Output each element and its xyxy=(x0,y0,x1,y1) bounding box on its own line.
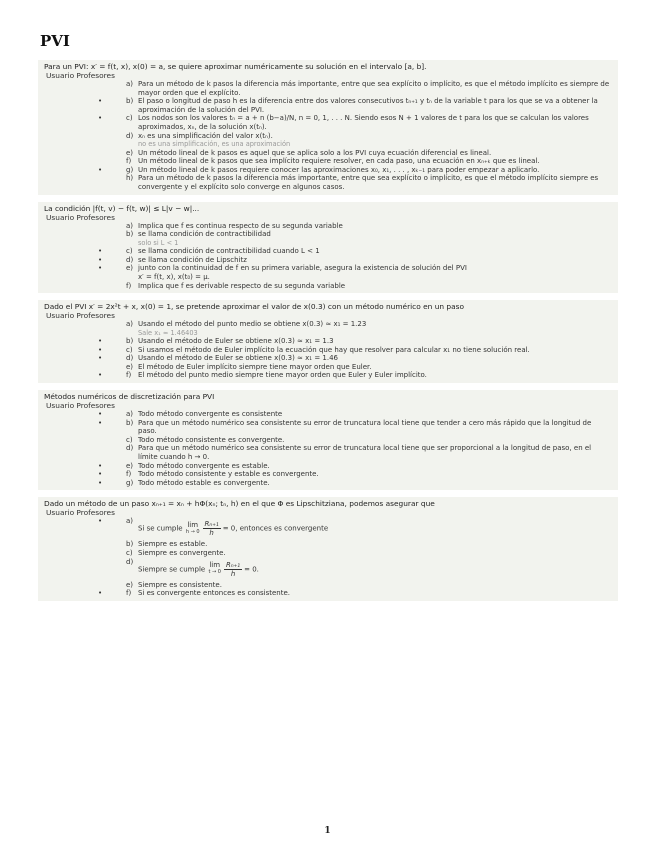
option-text: Implica que f es continua respecto de su segunda variable xyxy=(138,221,343,230)
question-block-4 xyxy=(38,390,618,490)
question-block-3 xyxy=(38,300,618,383)
question-user: Usuario Profesores xyxy=(46,212,115,222)
answer-option xyxy=(44,540,612,549)
correct-bullet: • xyxy=(98,97,103,106)
option-text: se llama condición de contractibilidad cuando L < 1 xyxy=(138,247,320,256)
option-text: Un método lineal de k pasos requiere conocer las aproximaciones x₀, x₁, . . . , xₖ₋₁ para poder empezar a aplicarlo. xyxy=(138,165,540,174)
option-text: se llama condición de contractibilidad xyxy=(138,230,271,239)
option-letter: a) xyxy=(126,320,134,329)
answer-option xyxy=(44,354,612,363)
answer-option xyxy=(44,149,612,158)
option-text: se llama condición de Lipschitz xyxy=(138,255,247,264)
option-text: Siempre es consistente. xyxy=(138,580,222,589)
option-text: Todo método consistente es convergente. xyxy=(138,435,285,444)
fraction-numerator: Rₙ₊₁ xyxy=(225,560,241,569)
answer-option xyxy=(44,157,612,166)
correct-bullet: • xyxy=(98,264,103,273)
limit-operator xyxy=(186,522,200,536)
option-letter: g) xyxy=(126,478,134,487)
correct-bullet: • xyxy=(98,345,103,354)
option-letter: a) xyxy=(126,517,134,526)
correct-bullet: • xyxy=(98,247,103,256)
correct-bullet: • xyxy=(98,371,103,380)
answer-option xyxy=(44,581,612,590)
option-text: Para que un método numérico sea consistente su error de truncatura local tiene que ser proporcional a la longitud de paso, en el límite cuando h → 0. xyxy=(138,444,592,462)
question-user: Usuario Profesores xyxy=(46,508,115,518)
option-letter: e) xyxy=(126,580,134,589)
page-number: 1 xyxy=(324,826,331,836)
answer-option xyxy=(44,282,612,291)
fraction-numerator: Rₙ₊₁ xyxy=(204,520,219,529)
correct-bullet: • xyxy=(98,354,103,363)
answer-option xyxy=(44,247,612,256)
question-user: Usuario Profesores xyxy=(46,401,115,411)
answer-option xyxy=(44,419,612,436)
question-text: Dado el PVI x′ = 2x²t + x, x(0) = 1, se pretende aproximar el valor de x(0.3) con un método numérico en un paso xyxy=(44,302,465,312)
question-user: Usuario Profesores xyxy=(46,71,115,80)
fraction-denominator: h xyxy=(209,529,214,538)
option-text: Siempre es estable. xyxy=(138,540,208,549)
option-letter: e) xyxy=(126,148,134,157)
question-text: Métodos numéricos de discretización para PVI xyxy=(44,392,215,402)
option-letter: a) xyxy=(126,410,134,419)
option-text: El método del punto medio siempre tiene mayor orden que Euler y Euler implícito. xyxy=(138,371,427,380)
fraction xyxy=(203,520,221,537)
option-letter: d) xyxy=(126,255,134,264)
question-block-5 xyxy=(38,497,618,600)
option-text-post: = 0, entonces es convergente xyxy=(222,524,329,533)
answer-option xyxy=(44,114,612,131)
question-text: La condición |f(t, v) − f(t, w)| ≤ L|v − w|... xyxy=(44,203,200,213)
option-letter: e) xyxy=(126,461,134,470)
answer-option xyxy=(44,363,612,372)
correct-bullet: • xyxy=(98,165,103,174)
answer-option xyxy=(44,444,612,461)
option-text: xₙ es una simplificación del valor x(tₙ). xyxy=(138,131,273,140)
question-block-1 xyxy=(38,60,618,195)
answer-option-continuation xyxy=(44,273,612,282)
option-text-post: = 0. xyxy=(244,565,259,574)
answer-option xyxy=(44,222,612,231)
answer-option xyxy=(44,470,612,479)
option-letter: h) xyxy=(126,174,134,183)
option-text: Si usamos el método de Euler implícito la ecuación que hay que resolver para calcular x₁ no tiene solución real. xyxy=(138,345,530,354)
limit-subscript: t → 0 xyxy=(208,569,221,576)
option-letter: f) xyxy=(126,157,132,166)
option-text: El paso o longitud de paso h es la diferencia entre dos valores consecutivos tₙ₊₁ y tₙ de la variable t para los que se va a obtener la aproximación de la solución del PVI. xyxy=(138,97,598,114)
question-block-2 xyxy=(38,202,618,294)
option-text: Usando el método de Euler se obtiene x(0.3) ≈ x₁ = 1.3 xyxy=(138,337,334,346)
correct-bullet: • xyxy=(98,255,103,264)
correct-bullet: • xyxy=(98,517,103,526)
correct-bullet: • xyxy=(98,470,103,479)
option-text: El método de Euler implícito siempre tiene mayor orden que Euler. xyxy=(138,362,372,371)
correct-bullet: • xyxy=(98,114,103,123)
option-letter: d) xyxy=(126,557,134,566)
option-letter: f) xyxy=(126,281,132,290)
answer-option xyxy=(44,479,612,488)
answer-option xyxy=(44,337,612,346)
option-letter: f) xyxy=(126,371,132,380)
option-letter: c) xyxy=(126,247,133,256)
option-letter: b) xyxy=(126,337,134,346)
answer-option xyxy=(44,410,612,419)
question-text: Dado un método de un paso xₙ₊₁ = xₙ + hΦ(xₙ; tₙ, h) en el que Φ es Lipschitziana, podemos asegurar que xyxy=(44,499,435,509)
option-letter: c) xyxy=(126,345,133,354)
answer-option xyxy=(44,264,612,273)
option-letter: d) xyxy=(126,354,134,363)
answer-option xyxy=(44,132,612,141)
option-letter: b) xyxy=(126,97,134,106)
option-text: Todo método convergente es consistente xyxy=(138,410,283,419)
option-letter: b) xyxy=(126,540,134,549)
option-text: Usando el método del punto medio se obtiene x(0.3) ≈ x₁ = 1.23 xyxy=(138,320,367,329)
option-text: Usando el método de Euler se obtiene x(0.3) ≈ x₁ = 1.46 xyxy=(138,354,338,363)
answer-option xyxy=(44,80,612,97)
correct-bullet: • xyxy=(98,418,103,427)
question-text: Para un PVI: x′ = f(t, x), x(0) = a, se quiere aproximar numéricamente su solución en el intervalo [a, b]. xyxy=(44,62,427,71)
page-title: PVI xyxy=(40,32,70,50)
fraction xyxy=(224,561,242,578)
correct-bullet: • xyxy=(98,461,103,470)
answer-option xyxy=(44,256,612,265)
feedback-note: Sale x₁ ≈ 1.46403 xyxy=(138,328,198,337)
option-letter: d) xyxy=(126,444,134,453)
document-page xyxy=(38,32,618,608)
option-letter: f) xyxy=(126,470,132,479)
option-text: Para que un método numérico sea consistente su error de truncatura local tiene que tender a cero más rápido que la longitud de paso. xyxy=(138,418,592,436)
limit-word: lim xyxy=(209,561,221,570)
option-text: Implica que f es derivable respecto de su segunda variable xyxy=(138,281,346,290)
option-equation: x′ = f(t, x), x(t₀) = μ. xyxy=(138,272,210,281)
correct-bullet: • xyxy=(98,589,103,598)
limit-word: lim xyxy=(187,520,199,529)
option-text: Un método lineal de k pasos es aquel que se aplica solo a los PVI cuya ecuación diferencial es lineal. xyxy=(138,148,492,157)
option-letter: c) xyxy=(126,435,133,444)
answer-option xyxy=(44,230,612,239)
option-letter: c) xyxy=(126,549,133,557)
option-text: Todo método estable es convergente. xyxy=(138,478,270,487)
option-text: Para un método de k pasos la diferencia más importante, entre que sea explícito o implícito, es que el método implícito siempre es convergente y el explícito solo converge en algunos casos. xyxy=(138,174,599,191)
option-text: Para un método de k pasos la diferencia más importante, entre que sea explícito o implícito, es que el método implícito es siempre de mayor orden que el explícito. xyxy=(138,80,610,97)
correct-bullet: • xyxy=(98,337,103,346)
answer-option xyxy=(44,549,612,558)
limit-operator xyxy=(208,562,221,576)
answer-option xyxy=(44,462,612,471)
option-text: Un método lineal de k pasos que sea implícito requiere resolver, en cada paso, una ecuación en xₙ₊ₖ que es lineal. xyxy=(138,157,540,166)
option-letter: d) xyxy=(126,131,134,140)
option-letter: a) xyxy=(126,221,134,230)
option-text: junto con la continuidad de f en su primera variable, asegura la existencia de solución del PVI xyxy=(138,264,467,273)
answer-option xyxy=(44,320,612,329)
correct-bullet: • xyxy=(98,478,103,487)
limit-subscript: h → 0 xyxy=(185,528,200,535)
option-letter: e) xyxy=(126,362,134,371)
option-letter: f) xyxy=(126,589,132,598)
option-letter: b) xyxy=(126,418,134,427)
answer-option xyxy=(44,436,612,445)
option-text: Si se cumple xyxy=(138,524,183,533)
option-text: Si es convergente entonces es consistente. xyxy=(138,589,291,598)
option-letter: b) xyxy=(126,230,134,239)
answer-option xyxy=(44,589,612,598)
option-text: Todo método convergente es estable. xyxy=(138,461,270,470)
option-letter: e) xyxy=(126,264,134,273)
answer-option xyxy=(44,517,612,540)
answer-option xyxy=(44,558,612,581)
option-letter: g) xyxy=(126,165,134,174)
option-text: Siempre es convergente. xyxy=(138,549,226,557)
option-letter: c) xyxy=(126,114,133,123)
answer-option xyxy=(44,97,612,114)
option-letter: a) xyxy=(126,80,134,88)
fraction-denominator: h xyxy=(230,569,236,578)
option-text: Siempre se cumple xyxy=(138,565,206,574)
correct-bullet: • xyxy=(98,410,103,419)
feedback-note: no es una simplificación, es una aproximación xyxy=(138,140,291,149)
question-user: Usuario Profesores xyxy=(46,311,115,321)
option-text: Todo método consistente y estable es convergente. xyxy=(138,470,319,479)
feedback-note: solo si L < 1 xyxy=(138,238,179,247)
answer-option xyxy=(44,346,612,355)
answer-option xyxy=(44,371,612,380)
option-text: Los nodos son los valores tₙ = a + n (b−a)/N, n = 0, 1, . . . N. Siendo esos N + 1 valores de t para los que se calculan los valores aproximados, xₙ, de la solución x(tₙ). xyxy=(138,114,589,131)
answer-option xyxy=(44,174,612,191)
answer-option xyxy=(44,166,612,175)
